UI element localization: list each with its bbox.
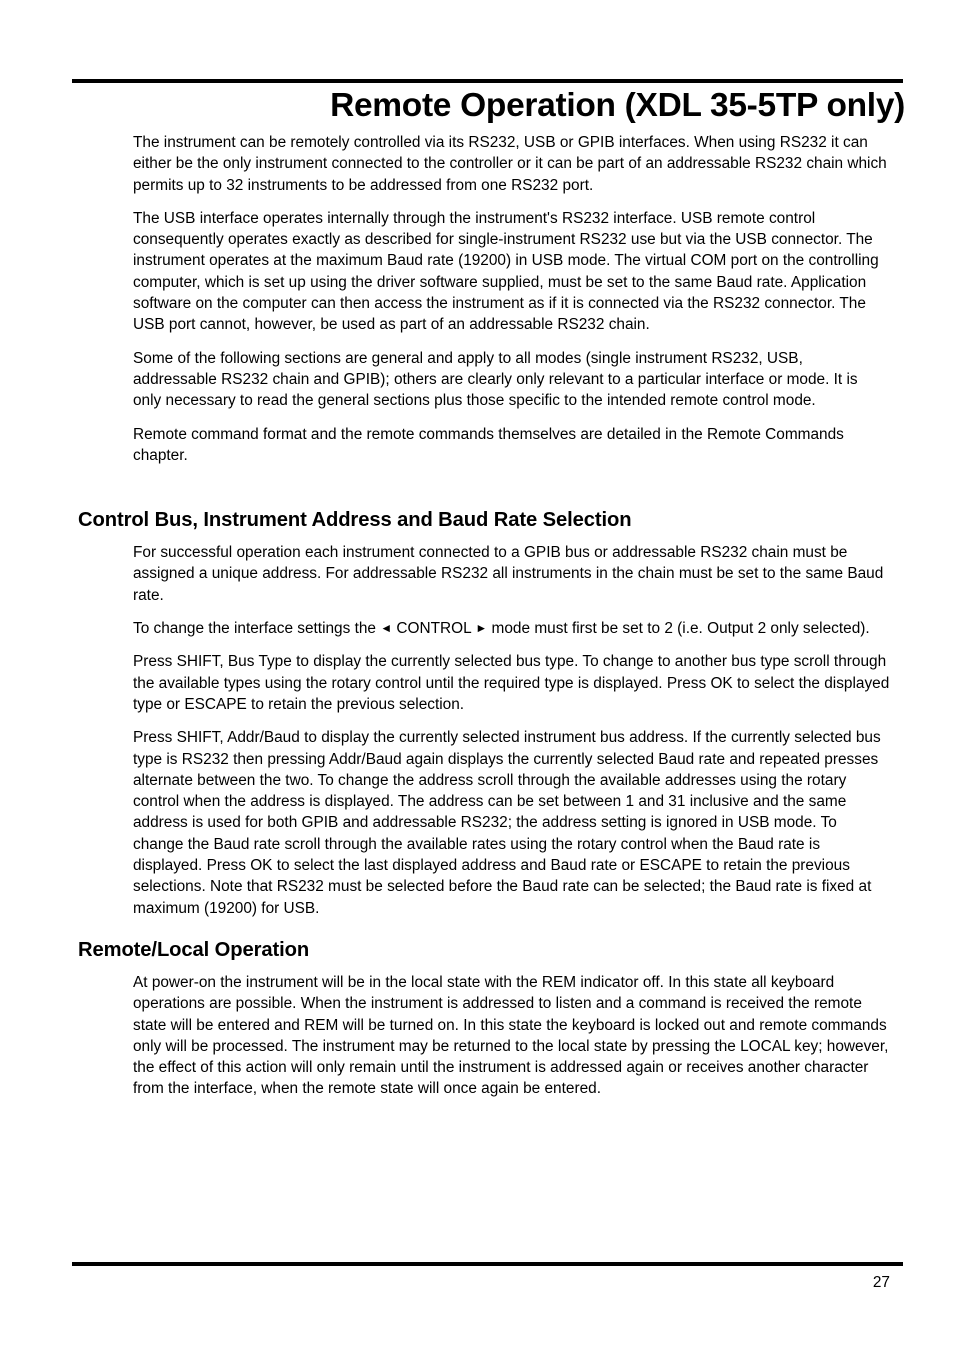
control-bus-paragraph-3: Press SHIFT, Bus Type to display the currently selected bus type. To change to another bus type scroll through the available types using the rotary control until the required type is displayed. Press OK to select the displayed type or ESCAPE to retain the previous selection.: [133, 653, 890, 713]
control-bus-paragraph-2-after: mode must first be set to 2 (i.e. Output 2 only selected).: [487, 620, 870, 638]
intro-paragraph-4: Remote command format and the remote commands themselves are detailed in the Remote Commands chapter.: [133, 425, 844, 464]
section-heading-control-bus: Control Bus, Instrument Address and Baud Rate Selection: [78, 509, 632, 532]
intro-paragraph-2: The USB interface operates internally through the instrument's RS232 interface. USB remote control consequently operates exactly as described for single-instrument RS232 use but via the USB connector. The instrument operates at the maximum Baud rate (19200) in USB mode. The virtual COM port on the controlling computer, which is set up using the driver software supplied, must be set to the same Baud rate. Application software on the computer can then access the instrument as if it is connected via the RS232 connector. The USB port cannot, however, be used as part of an addressable RS232 chain.: [133, 209, 879, 334]
section-spacer: [78, 478, 890, 489]
footer-rule: [72, 1262, 903, 1266]
page-number: 27: [872, 1274, 890, 1291]
header-rule: [72, 79, 903, 83]
triangle-right-icon: ►: [475, 621, 488, 636]
document-body: [78, 132, 890, 1112]
intro-paragraph-3: Some of the following sections are general and apply to all modes (single instrument RS232, USB, addressable RS232 chain and GPIB); others are clearly only relevant to a particular interface or mode. It is only necessary to read the general sections plus those specific to the intended remote control mode.: [133, 349, 858, 410]
control-bus-paragraph-1: For successful operation each instrument connected to a GPIB bus or addressable RS232 chain must be assigned a unique address. For addressable RS232 all instruments in the chain must be set to the same Baud rate.: [133, 544, 884, 604]
control-bus-paragraph-2-key: CONTROL: [392, 620, 476, 638]
page-title: Remote Operation (XDL 35-5TP only): [330, 87, 905, 124]
triangle-left-icon: ◄: [380, 621, 393, 636]
section-heading-remote-local: Remote/Local Operation: [78, 938, 310, 961]
intro-paragraph-1: The instrument can be remotely controlled via its RS232, USB or GPIB interfaces. When using RS232 it can either be the only instrument connected to the controller or it can be part of an addressable RS232 chain which permits up to 32 instruments to be addressed from one RS232 port.: [133, 134, 887, 194]
remote-local-paragraph-1: At power-on the instrument will be in the local state with the REM indicator off. In this state all keyboard operations are possible. When the instrument is addressed to listen and a command is received the remote state will be entered and REM will be turned on. In this state the keyboard is locked out and remote commands only will be processed. The instrument may be returned to the local state by pressing the LOCAL key; however, the effect of this action will only remain until the instrument is addressed again or receives another character from the interface, when the remote state will once again be entered.: [133, 973, 889, 1098]
control-bus-paragraph-2-before: To change the interface settings the: [133, 620, 381, 638]
control-bus-paragraph-2: [78, 618, 890, 639]
control-bus-paragraph-4: Press SHIFT, Addr/Baud to display the currently selected instrument bus address. If the currently selected bus type is RS232 then pressing Addr/Baud again displays the currently selected Baud rate and repeated presses alternate between the two. To change the address scroll through the available addresses using the rotary control when the address is displayed. The address can be set between 1 and 31 inclusive and the same address is used for both GPIB and addressable RS232; the address setting is ignored in USB mode. To change the Baud rate scroll through the available rates using the rotary control when the Baud rate is displayed. Press OK to select the last displayed address and Baud rate or ESCAPE to retain the previous selections. Note that RS232 must be selected before the Baud rate can be selected; the Baud rate is fixed at maximum (19200) for USB.: [133, 729, 881, 917]
